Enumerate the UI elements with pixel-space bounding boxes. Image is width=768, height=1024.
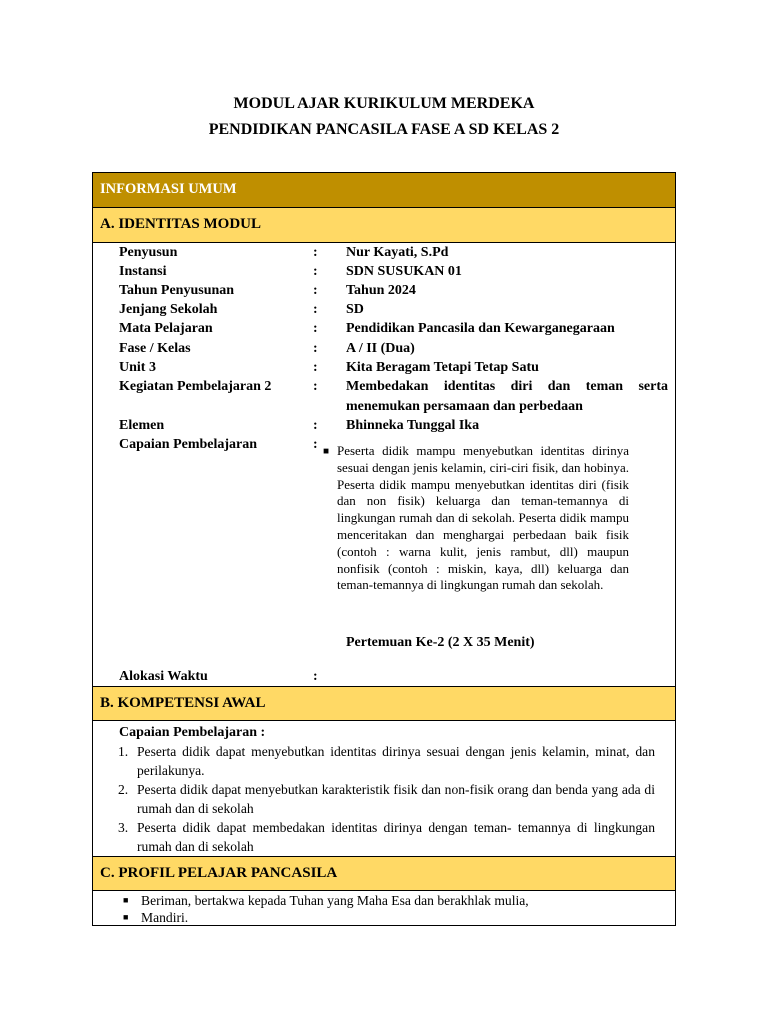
item-text: Peserta didik dapat menyebutkan identitas dirinya sesuai dengan jenis kelamin, minat, dan perilakunya. <box>137 744 655 778</box>
item-number: 1. <box>118 744 129 759</box>
row-value: Tahun 2024 <box>346 283 416 298</box>
row-label: Elemen <box>119 418 165 433</box>
row-label: Fase / Kelas <box>119 341 191 356</box>
row-label: Kegiatan Pembelajaran 2 <box>119 379 272 394</box>
row-value: Nur Kayati, S.Pd <box>346 245 449 260</box>
capaian-pembelajaran-text <box>323 443 629 594</box>
row-label: Alokasi Waktu <box>119 669 208 684</box>
item-text: Beriman, bertakwa kepada Tuhan yang Maha Esa dan berakhlak mulia, <box>141 893 529 908</box>
capaian-paragraph: Peserta didik mampu menyebutkan identitas dirinya sesuai dengan jenis kelamin, ciri-ciri fisik, dan hobinya. Peserta didik mampu menyebutkan identitas diri (fisik dan non fisik) keluarga dan teman-temannya di lingkungan rumah dan di sekolah. Peserta didik mampu menceritakan dan menghargai perbedaan baik fisik (contoh : warna kulit, jenis rambut, dll) maupun nonfisik (contoh : miskin, kaya, dll) keluarga dan teman-temannya di lingkungan rumah dan sekolah. <box>337 443 629 593</box>
list-item <box>119 892 529 909</box>
row-colon: : <box>313 283 318 298</box>
bullet-icon: ■ <box>323 446 330 457</box>
row-label: Unit 3 <box>119 360 156 375</box>
kompetensi-awal-content <box>119 723 655 856</box>
item-text: Mandiri. <box>141 910 189 925</box>
list-item <box>119 780 655 818</box>
row-value: Pendidikan Pancasila dan Kewarganegaraan <box>346 321 615 336</box>
item-text: Peserta didik dapat membedakan identitas dirinya dengan teman- temannya di lingkungan rumah dan di sekolah <box>137 820 655 854</box>
item-text: Peserta didik dapat menyebutkan karakteristik fisik dan non-fisik orang dan benda yang ada di rumah dan di sekolah <box>137 782 655 816</box>
row-value: SD <box>346 302 364 317</box>
row-colon: : <box>313 437 318 452</box>
row-label: Jenjang Sekolah <box>119 302 218 317</box>
row-colon: : <box>313 264 318 279</box>
row-label: Mata Pelajaran <box>119 321 213 336</box>
kompetensi-list <box>119 742 655 856</box>
pertemuan-label: Pertemuan Ke-2 (2 X 35 Menit) <box>346 635 535 650</box>
row-colon: : <box>313 341 318 356</box>
capaian-subheading: Capaian Pembelajaran : <box>119 725 266 740</box>
row-value: A / II (Dua) <box>346 341 415 356</box>
bullet-icon: ■ <box>123 912 129 922</box>
section-a-header: A. IDENTITAS MODUL <box>93 208 675 243</box>
row-label: Capaian Pembelajaran <box>119 437 258 452</box>
profil-pelajar-list <box>119 892 529 926</box>
document-title-line1: MODUL AJAR KURIKULUM MERDEKA <box>233 95 535 112</box>
row-value: SDN SUSUKAN 01 <box>346 264 462 279</box>
row-colon: : <box>313 360 318 375</box>
informasi-umum-header: INFORMASI UMUM <box>93 173 675 208</box>
document-title-line2: PENDIDIKAN PANCASILA FASE A SD KELAS 2 <box>208 121 560 138</box>
module-table <box>92 172 676 926</box>
row-value: Kita Beragam Tetapi Tetap Satu <box>346 360 539 375</box>
row-colon: : <box>313 245 318 260</box>
list-item <box>119 818 655 856</box>
row-value: Membedakan identitas diri dan teman serta menemukan persamaan dan perbedaan <box>346 379 668 414</box>
item-number: 2. <box>118 782 129 797</box>
row-colon: : <box>313 321 318 336</box>
section-b-header: B. KOMPETENSI AWAL <box>93 686 675 721</box>
row-label: Tahun Penyusunan <box>119 283 235 298</box>
list-item <box>119 909 529 926</box>
row-colon: : <box>313 418 318 433</box>
section-c-header: C. PROFIL PELAJAR PANCASILA <box>93 856 675 891</box>
bullet-icon: ■ <box>123 895 129 905</box>
row-value: Bhinneka Tunggal Ika <box>346 418 480 433</box>
row-colon: : <box>313 302 318 317</box>
item-number: 3. <box>118 820 129 835</box>
row-label: Penyusun <box>119 245 178 260</box>
list-item <box>119 742 655 780</box>
row-colon: : <box>313 669 318 684</box>
row-colon: : <box>313 379 318 394</box>
row-label: Instansi <box>119 264 167 279</box>
